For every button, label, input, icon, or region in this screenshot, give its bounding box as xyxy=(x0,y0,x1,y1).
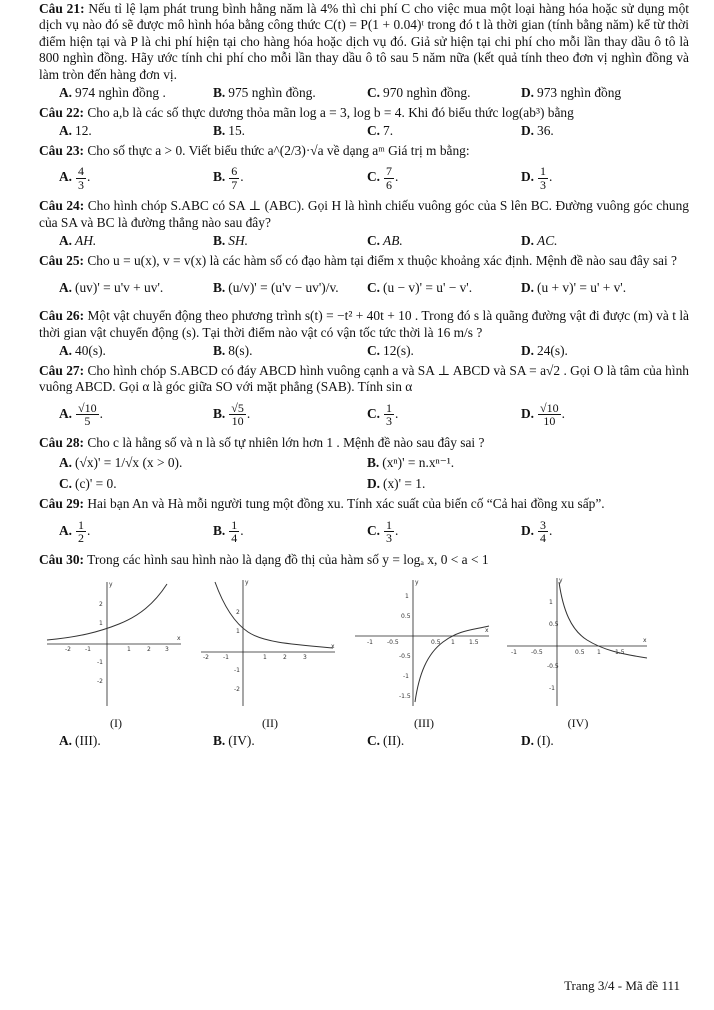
svg-text:1: 1 xyxy=(451,639,455,647)
question-text: Trong các hình sau hình nào là dạng đồ thị của hàm số y = logₐ x, 0 < a < 1 xyxy=(87,551,489,567)
svg-text:0.5: 0.5 xyxy=(575,649,585,657)
question-30 xyxy=(39,552,689,750)
option-c[interactable]: C. (II). xyxy=(367,732,405,748)
svg-text:-2: -2 xyxy=(65,646,71,654)
question-number: Câu 26: xyxy=(39,308,85,324)
option-c[interactable]: C. 970 nghìn đồng. xyxy=(367,85,471,101)
svg-text:1: 1 xyxy=(549,599,553,607)
svg-text:1: 1 xyxy=(405,593,409,601)
svg-text:x: x xyxy=(177,635,181,643)
graph-i xyxy=(39,574,193,731)
question-text: Một vật chuyển động theo phương trình s(t) = −t² + 40t + 10 . Trong đó s là quãng đường vật đi được (m) và t là thời gian vật chuyển động (s). Tại thời điểm nào vật có vận tốc tức thời là 16 m/s ? xyxy=(39,308,689,340)
question-24 xyxy=(39,198,689,249)
question-21 xyxy=(39,1,689,102)
option-d[interactable]: D. 36. xyxy=(521,123,554,139)
option-b[interactable]: B. 975 nghìn đồng. xyxy=(213,85,316,101)
page-footer: Trang 3/4 - Mã đề 111 xyxy=(564,978,680,993)
option-a[interactable]: A. (√x)' = 1/√x (x > 0). xyxy=(59,455,183,471)
options xyxy=(39,453,689,494)
option-c[interactable]: C. $\frac{7}{6}$ . xyxy=(367,164,399,192)
option-a[interactable]: A. 974 nghìn đồng . xyxy=(59,85,166,101)
question-text: Nếu tỉ lệ lạm phát trung bình hằng năm là 4% thì chi phí C cho việc mua một loại hàng hóa hoặc sử dụng một dịch vụ nào đó sẽ được mô hình hóa bằng công thức C(t) = P(1 + 0.04)ᵗ trong đó t là thời gian (tính bằng năm) kể từ thời điểm hiện tại và P là chi phí hiện tại cho hàng hóa hoặc dịch vụ đó. Giả sử hiện tại chi phí cho mỗi lần thay dầu ô tô là 800 nghìn đồng. Hãy ước tính chi phí cho mỗi lần thay dầu ô tô sau 5 năm nữa (kết quả tính theo đơn vị nghìn đồng và làm tròn đến hàng đơn vị. xyxy=(39,1,689,82)
svg-text:2: 2 xyxy=(99,601,103,609)
question-number: Câu 25: xyxy=(39,252,85,268)
question-number: Câu 29: xyxy=(39,496,85,512)
option-c[interactable]: C. (u − v)' = u' − v'. xyxy=(367,280,473,296)
graph-iv-plot xyxy=(501,574,651,714)
option-a[interactable]: A. AH. xyxy=(59,233,97,249)
svg-text:-0.5: -0.5 xyxy=(531,649,543,657)
option-c[interactable]: C. 12(s). xyxy=(367,343,414,359)
svg-text:2: 2 xyxy=(236,609,240,617)
option-c[interactable]: C. AB. xyxy=(367,233,403,249)
option-b[interactable]: B. 8(s). xyxy=(213,343,253,359)
svg-text:1.5: 1.5 xyxy=(615,649,625,657)
option-d[interactable]: D. (x)' = 1. xyxy=(367,475,426,491)
option-d[interactable]: D. $\frac{1}{3}$ . xyxy=(521,164,553,192)
question-number: Câu 28: xyxy=(39,434,85,450)
option-b[interactable]: B. 15. xyxy=(213,123,246,139)
question-text: Hai bạn An và Hà mỗi người tung một đồng xu. Tính xác suất của biến cố “Cả hai đồng xu sấp”. xyxy=(87,496,605,512)
option-d[interactable]: D. AC. xyxy=(521,233,558,249)
svg-text:-1.5: -1.5 xyxy=(399,693,411,701)
option-a[interactable]: A. (uv)' = u'v + uv'. xyxy=(59,280,164,296)
svg-text:1: 1 xyxy=(236,628,240,636)
option-a[interactable]: A. $\frac{4}{3}$ . xyxy=(59,164,91,192)
graph-label: (III) xyxy=(414,716,434,731)
options xyxy=(39,233,689,249)
option-a[interactable]: A. $\frac{1}{2}$ . xyxy=(59,517,91,546)
options xyxy=(39,398,689,432)
svg-text:-1: -1 xyxy=(223,654,229,662)
option-c[interactable]: C. $\frac{1}{3}$ . xyxy=(367,517,399,546)
svg-text:x: x xyxy=(643,637,647,645)
graph-label: (IV) xyxy=(567,716,589,731)
graph-iv xyxy=(501,574,655,731)
question-27 xyxy=(39,363,689,432)
svg-text:-2: -2 xyxy=(234,686,240,694)
graph-iii xyxy=(347,574,501,731)
svg-text:1: 1 xyxy=(597,649,601,657)
question-number: Câu 24: xyxy=(39,198,85,214)
svg-text:-0.5: -0.5 xyxy=(387,639,399,647)
svg-text:y: y xyxy=(245,579,249,587)
question-22 xyxy=(39,105,689,140)
svg-text:x: x xyxy=(485,627,489,635)
option-d[interactable]: D. 973 nghìn đồng xyxy=(521,85,622,101)
question-29 xyxy=(39,496,689,548)
svg-text:0.5: 0.5 xyxy=(401,613,411,621)
option-a[interactable]: A. $\frac{√10}{5}$ . xyxy=(59,400,103,429)
svg-text:1: 1 xyxy=(127,646,131,654)
question-number: Câu 23: xyxy=(39,142,85,158)
graph-label: (II) xyxy=(262,716,278,731)
question-number: Câu 22: xyxy=(39,104,85,120)
option-d[interactable]: D. 24(s). xyxy=(521,343,568,359)
svg-text:-1: -1 xyxy=(549,685,555,693)
svg-text:-0.5: -0.5 xyxy=(399,653,411,661)
graph-label: (I) xyxy=(110,716,122,731)
question-text: Cho u = u(x), v = v(x) là các hàm số có đạo hàm tại điểm x thuộc khoảng xác định. Mệnh đề nào sau đây sai ? xyxy=(87,252,678,268)
svg-text:1.5: 1.5 xyxy=(469,639,479,647)
question-text: Cho a,b là các số thực dương thỏa mãn log a = 3, log b = 4. Khi đó biểu thức log(ab³) bằng xyxy=(87,104,574,120)
options xyxy=(39,161,689,195)
option-a[interactable]: A. 40(s). xyxy=(59,343,106,359)
svg-text:3: 3 xyxy=(303,654,307,662)
option-c[interactable]: C. (c)' = 0. xyxy=(59,475,117,491)
question-number: Câu 27: xyxy=(39,362,85,378)
options xyxy=(39,343,689,359)
question-text: Cho hình chóp S.ABC có SA ⊥ (ABC). Gọi H là hình chiếu vuông góc của S lên BC. Đường vuông góc chung của SA và BC là đường thẳng nào sau đây? xyxy=(39,198,689,230)
question-number: Câu 21: xyxy=(39,1,85,16)
question-28 xyxy=(39,435,689,494)
option-d[interactable]: D. $\frac{3}{4}$ . xyxy=(521,517,553,546)
option-b[interactable]: B. $\frac{6}{7}$ . xyxy=(213,164,244,192)
svg-text:-2: -2 xyxy=(97,678,103,686)
svg-text:y: y xyxy=(109,581,113,589)
options xyxy=(39,733,689,749)
svg-text:-1: -1 xyxy=(367,639,373,647)
svg-text:0.5: 0.5 xyxy=(549,621,559,629)
graph-figures xyxy=(39,574,689,731)
question-26 xyxy=(39,308,689,359)
option-b[interactable]: B. SH. xyxy=(213,233,248,249)
svg-text:0.5: 0.5 xyxy=(431,639,441,647)
option-a[interactable]: A. (III). xyxy=(59,732,101,748)
question-25 xyxy=(39,253,689,305)
option-b[interactable]: B. (IV). xyxy=(213,732,255,748)
options xyxy=(39,515,689,549)
question-list xyxy=(39,1,689,752)
option-d[interactable]: D. (I). xyxy=(521,732,554,748)
svg-text:x: x xyxy=(331,643,335,651)
svg-text:-0.5: -0.5 xyxy=(547,663,559,671)
question-text: Cho hình chóp S.ABCD có đáy ABCD hình vuông cạnh a và SA ⊥ ABCD và SA = a√2 . Gọi O là tâm của hình vuông ABCD. Gọi α là góc giữa SO với mặt phẳng (SAB). Tính sin α xyxy=(39,362,689,395)
graph-ii xyxy=(193,574,347,731)
option-b[interactable]: B. $\frac{1}{4}$ . xyxy=(213,517,244,546)
option-b[interactable]: B. (xⁿ)' = n.xⁿ⁻¹. xyxy=(367,455,455,471)
svg-text:y: y xyxy=(415,579,419,587)
options xyxy=(39,271,689,305)
svg-text:-2: -2 xyxy=(203,654,209,662)
question-text: Cho số thực a > 0. Viết biểu thức a^(2/3)·√a về dạng aᵐ Giá trị m bằng: xyxy=(87,142,470,158)
svg-text:-1: -1 xyxy=(234,667,240,675)
svg-text:2: 2 xyxy=(283,654,287,662)
svg-text:-1: -1 xyxy=(85,646,91,654)
question-number: Câu 30: xyxy=(39,551,85,567)
option-c[interactable]: C. $\frac{1}{3}$ . xyxy=(367,400,399,429)
question-23 xyxy=(39,143,689,195)
svg-text:2: 2 xyxy=(147,646,151,654)
svg-text:y: y xyxy=(559,577,563,585)
graph-i-plot xyxy=(39,574,189,714)
options xyxy=(39,85,689,101)
option-b[interactable]: B. $\frac{√5}{10}$ . xyxy=(213,400,251,429)
options xyxy=(39,123,689,139)
option-b[interactable]: B. (u/v)' = (u'v − uv')/v. xyxy=(213,280,339,296)
svg-text:1: 1 xyxy=(99,620,103,628)
svg-text:-1: -1 xyxy=(511,649,517,657)
option-d[interactable]: D. $\frac{√10}{10}$ . xyxy=(521,400,565,429)
option-d[interactable]: D. (u + v)' = u' + v'. xyxy=(521,280,627,296)
svg-text:-1: -1 xyxy=(97,659,103,667)
svg-text:-1: -1 xyxy=(403,673,409,681)
svg-text:1: 1 xyxy=(263,654,267,662)
option-c[interactable]: C. 7. xyxy=(367,123,394,139)
graph-iii-plot xyxy=(347,574,497,714)
option-a[interactable]: A. 12. xyxy=(59,123,92,139)
graph-ii-plot xyxy=(193,574,343,714)
svg-text:3: 3 xyxy=(165,646,169,654)
question-text: Cho c là hằng số và n là số tự nhiên lớn hơn 1 . Mệnh đề nào sau đây sai ? xyxy=(87,434,485,450)
